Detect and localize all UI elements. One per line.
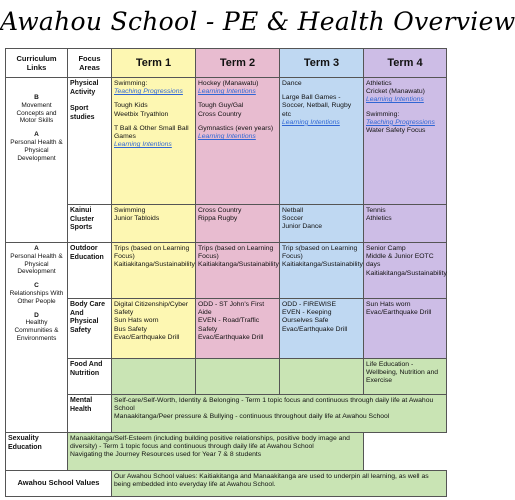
cell-text: Evac/Earthquake Drill (114, 333, 180, 341)
cell-text: Athletics (366, 80, 392, 87)
cell-sexuality-ed (68, 433, 364, 471)
cell-text: Cross Country (198, 110, 242, 118)
strand-letter: D (34, 311, 39, 319)
food-nutrition-row (6, 359, 447, 395)
teaching-progressions-link[interactable]: Teaching Progressions (366, 118, 435, 126)
cell-text: EVEN - Road/Traffic Safety (198, 317, 260, 333)
learning-intentions-link[interactable]: Learning Intentions (366, 96, 424, 104)
cell-text: Evac/Earthquake Drill (366, 309, 432, 317)
cell-fn-term2 (196, 359, 280, 395)
learning-intentions-link[interactable]: Learning Intentions (282, 118, 340, 126)
cell-text: Self-care/Self-Worth, Identity & Belonging - Term 1 topic focus and continuous through daily life at Awahou School (114, 397, 434, 413)
cell-text: Swimming (114, 207, 146, 214)
header-focus: Focus Areas (68, 49, 112, 78)
cell-kc-term3 (280, 205, 364, 243)
cell-bc-term4 (364, 299, 447, 359)
cell-text: Kaitiakitanga/Sustainability (366, 269, 447, 277)
focus-outdoor-ed: Outdoor Education (68, 243, 112, 299)
cell-text: Digital Citizenship/Cyber Safety (114, 301, 189, 317)
strand-text: Movement Concepts and Motor Skills (16, 101, 57, 125)
cell-oe-term1 (112, 243, 196, 299)
header-term-2: Term 2 (196, 49, 280, 78)
cell-text: ODD - ST John's First Aide (198, 301, 265, 317)
values-text: Our Awahou School values: Kaitiakitanga and Manaakitanga are used to underpin all learning, as well as being embedded into everyday life at Awahou School. (112, 471, 447, 497)
cell-text: Sun Hats worn (366, 301, 411, 308)
cell-text: Manaakitanga/Self-Esteem (including building positive relationships, positive body image and diversity) - Term 1 topic focus and continuous through daily life at Awahou School (70, 435, 350, 451)
body-care-row (6, 299, 447, 359)
cell-text: Kaitiakitanga/Sustainability (198, 261, 279, 269)
focus-physical-activity (68, 78, 112, 205)
cell-text: Junior Dance (282, 223, 323, 231)
cell-text: T Ball & Other Small Ball Games (114, 124, 189, 141)
cell-fn-term1 (112, 359, 196, 395)
cell-text: Evac/Earthquake Drill (198, 333, 264, 341)
cell-text: Navigating the Journey Resources used for Year 7 & 8 students (70, 451, 262, 459)
cell-oe-term3 (280, 243, 364, 299)
header-term-3: Term 3 (280, 49, 364, 78)
cell-text: Soccer (282, 215, 304, 223)
cell-text: Cross Country (198, 207, 242, 214)
cell-text: Gymnastics (even years) (198, 124, 274, 132)
cell-fn-term3 (280, 359, 364, 395)
cell-pa-term1 (112, 78, 196, 205)
cell-text: Sun Hats worn (114, 317, 159, 325)
strand-text: Relationships With Other People (9, 289, 64, 305)
cell-text: Netball (282, 207, 304, 214)
cell-text: Senior Camp (366, 245, 406, 252)
mental-health-row (6, 395, 447, 433)
cell-text: ODD - FIREWISE (282, 301, 336, 308)
cell-text: Cricket (Manawatu) (366, 88, 425, 96)
focus-mental-health: Mental Health (68, 395, 112, 433)
strand-letter: A (34, 131, 39, 139)
cell-text: Athletics (366, 215, 392, 223)
cell-text: Rippa Rugby (198, 215, 238, 223)
cell-bc-term2 (196, 299, 280, 359)
cell-text: Junior Tabloids (114, 215, 160, 223)
cell-text: Trip s(based on Learning Focus) (282, 245, 358, 261)
cell-text: Bus Safety (114, 325, 147, 333)
focus-label: Physical Activity (70, 80, 99, 96)
cell-oe-term4 (364, 243, 447, 299)
focus-kainui: Kainui Cluster Sports (68, 205, 112, 243)
cell-text: Large Ball Games - Soccer, Netball, Rugby etc (282, 94, 352, 118)
cell-text: Tennis (366, 207, 386, 214)
cell-oe-term2 (196, 243, 280, 299)
cell-text: Hockey (Manawatu) (198, 80, 259, 87)
cell-text: Kaitiakitanga/Sustainability (114, 261, 195, 269)
values-label: Awahou School Values (6, 471, 112, 497)
teaching-progressions-link[interactable]: Teaching Progressions (114, 88, 183, 96)
strand-cell-2 (6, 243, 68, 433)
outdoor-ed-row (6, 243, 447, 299)
cell-text: Trips (based on Learning Focus) (114, 245, 190, 261)
cell-text: Evac/Earthquake Drill (282, 325, 348, 333)
values-row (6, 471, 447, 497)
header-term-1: Term 1 (112, 49, 196, 78)
strand-text: Personal Health & Physical Development (10, 252, 63, 276)
cell-pa-term2 (196, 78, 280, 205)
strand-letter: B (34, 94, 39, 101)
header-curriculum: Curriculum Links (6, 49, 68, 78)
cell-kc-term1 (112, 205, 196, 243)
strand-cell-1 (6, 78, 68, 243)
cell-text: Trips (based on Learning Focus) (198, 245, 274, 261)
page-title: Awahou School - PE & Health Overview (0, 7, 515, 36)
strand-text: Healthy Communities & Environments (14, 319, 59, 342)
cell-mental-health (112, 395, 447, 433)
learning-intentions-link[interactable]: Learning Intentions (114, 141, 172, 149)
cell-text: Manaakitanga/Peer pressure & Bullying - continuous throughout daily life at Awahou School (114, 413, 390, 421)
cell-text: Water Safety Focus (366, 127, 426, 135)
overview-table (5, 48, 447, 497)
cell-text: Tough Kids (114, 102, 148, 110)
cell-fn-term4: Life Education - Wellbeing, Nutrition and Exercise (364, 359, 447, 395)
focus-food-nutrition: Food And Nutrition (68, 359, 112, 395)
strand-text: Personal Health & Physical Development (10, 138, 63, 162)
cell-text: Swimming: (366, 110, 400, 118)
header-row (6, 49, 447, 78)
strand-letter: C (34, 282, 39, 290)
cell-text: Middle & Junior EOTC days (366, 253, 434, 269)
cell-kc-term2 (196, 205, 280, 243)
cell-text: Kaitiakitanga/Sustainability (282, 261, 363, 269)
focus-sexuality-ed: Sexuality Education (6, 433, 68, 471)
focus-body-care: Body Care And Physical Safety (68, 299, 112, 359)
cell-pa-term4 (364, 78, 447, 205)
cell-bc-term3 (280, 299, 364, 359)
strand-letter: A (34, 245, 39, 252)
physical-activity-row (6, 78, 447, 205)
cell-pa-term3 (280, 78, 364, 205)
sexuality-ed-row (6, 433, 447, 471)
header-term-4: Term 4 (364, 49, 447, 78)
cell-bc-term1 (112, 299, 196, 359)
cell-text: Weetbix Tryathlon (114, 110, 169, 118)
cell-text: EVEN - Keeping Ourselves Safe (282, 309, 332, 325)
cell-text: Swimming: (114, 80, 148, 87)
focus-label: Sport studies (70, 105, 95, 121)
cell-text: Dance (282, 80, 302, 87)
cell-text: Tough Guy/Gal (198, 102, 244, 110)
learning-intentions-link[interactable]: Learning Intentions (198, 88, 256, 96)
cell-kc-term4 (364, 205, 447, 243)
learning-intentions-link[interactable]: Learning Intentions (198, 133, 256, 141)
kainui-row (6, 205, 447, 243)
